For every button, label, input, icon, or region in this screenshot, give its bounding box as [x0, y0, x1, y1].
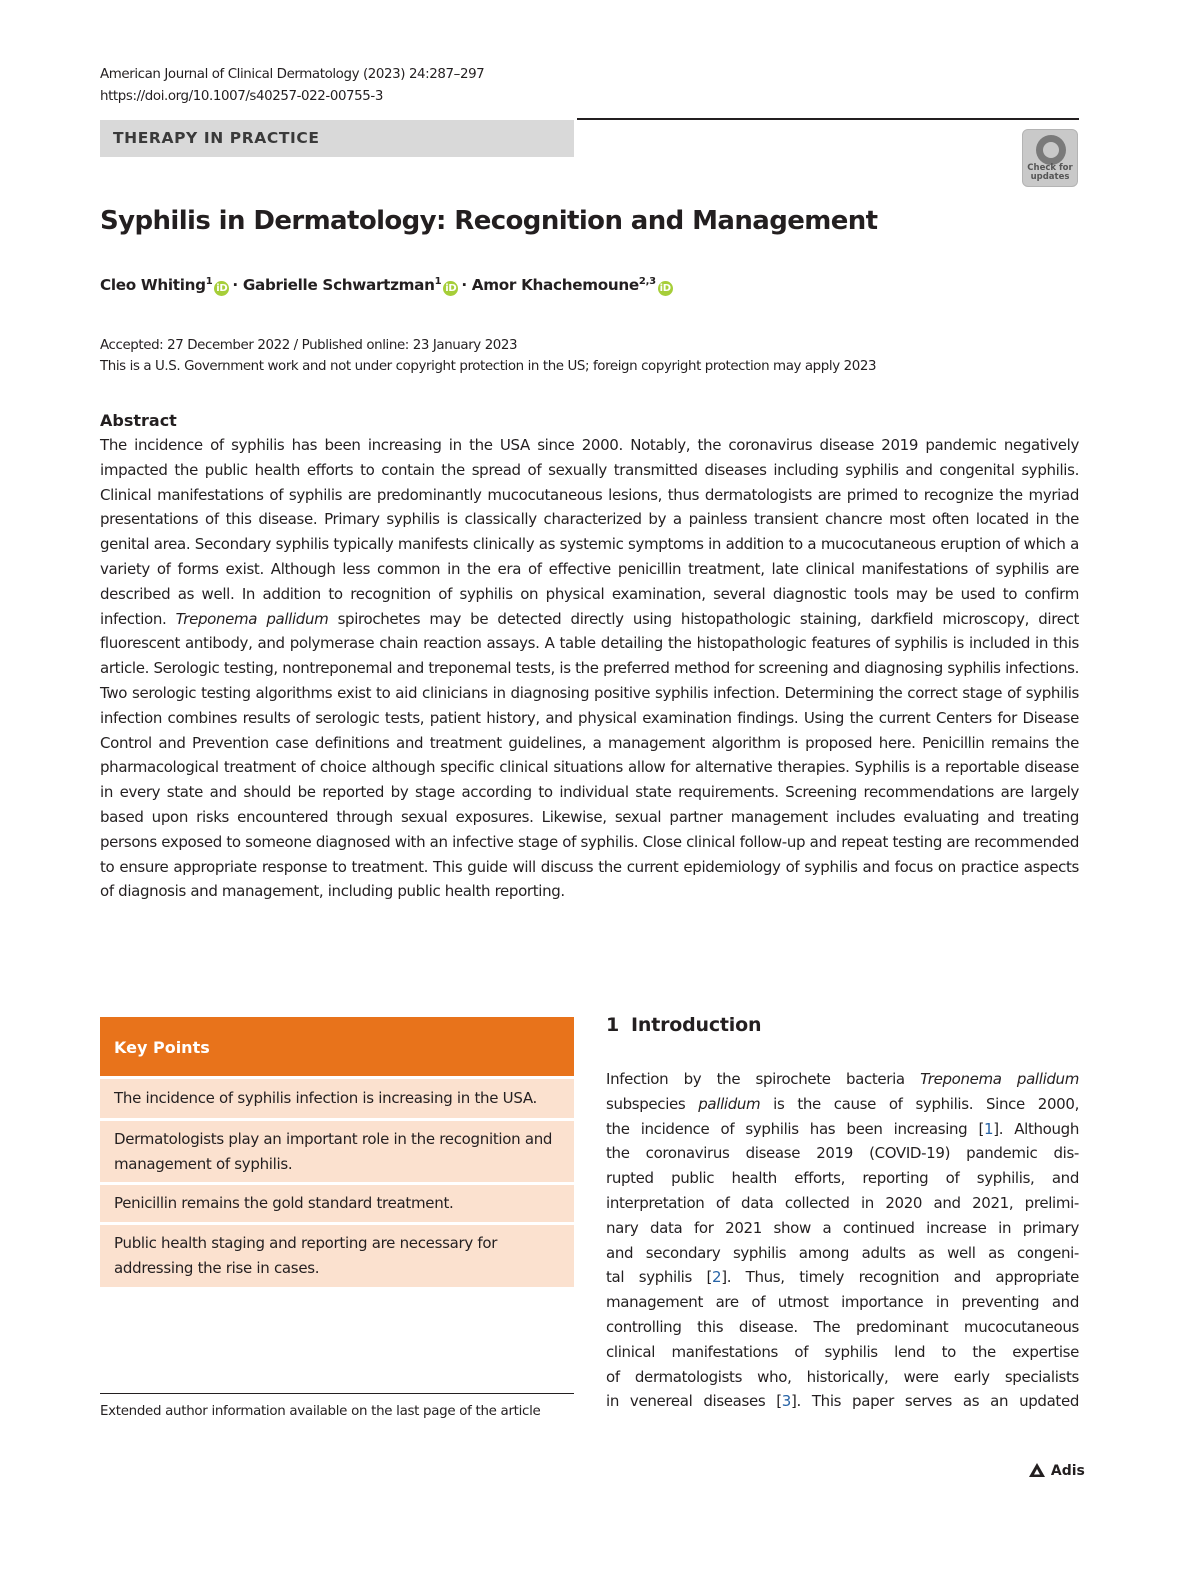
key-point-item: Public health staging and reporting are necessary for addressing the rise in cases.	[100, 1225, 574, 1287]
intro-text-run: ]. This paper serves as an updated	[790, 1392, 1079, 1411]
author-separator: ·	[232, 276, 243, 294]
section-banner	[100, 120, 574, 157]
intro-text-run: controlling this disease. The predominant mucocutaneous	[606, 1317, 1079, 1336]
author-list	[100, 276, 676, 296]
introduction-text	[606, 1067, 1079, 1414]
author-info-footnote: Extended author information available on the last page of the article	[100, 1404, 541, 1419]
key-point-item: Penicillin remains the gold standard treatment.	[100, 1185, 574, 1222]
intro-text-run: clinical manifestations of syphilis lend to the expertise	[606, 1342, 1079, 1361]
introduction-heading	[606, 1014, 761, 1036]
key-point-item: The incidence of syphilis infection is increasing in the USA.	[100, 1079, 574, 1118]
abstract-text	[100, 433, 1079, 904]
intro-text-run: the incidence of syphilis has been increasing [	[606, 1119, 984, 1138]
intro-line	[606, 1389, 1079, 1414]
intro-text-run: Infection by the spirochete bacteria	[606, 1070, 921, 1088]
intro-line	[606, 1092, 1079, 1117]
intro-text-run: nary data for 2021 show a continued increase in primary	[606, 1218, 1079, 1237]
orcid-icon[interactable]: iD	[445, 283, 457, 294]
intro-text-run: is the cause of syphilis. Since 2000,	[760, 1094, 1079, 1113]
intro-line	[606, 1067, 1079, 1092]
section-number: 1	[606, 1014, 620, 1036]
intro-line	[606, 1265, 1079, 1290]
intro-text-run: ]. Thus, timely recognition and appropriate	[721, 1268, 1079, 1287]
header-rule	[577, 118, 1079, 120]
copyright-line: This is a U.S. Government work and not under copyright protection in the US; foreign copyright protection may apply 2023	[100, 359, 877, 374]
abstract-text-part1: The incidence of syphilis has been increasing in the USA since 2000. Notably, the coronavirus disease 2019 pandemic negatively impacted the public health efforts to contain the spread of sexually transmitted diseases including syphilis and congenital syphilis. Clinical manifestations of syphilis are predominantly mucocutaneous lesions, thus dermatologists are primed to recognize the myriad presentations of this disease. Primary syphilis is classically characterized by a painless transient chancre most often located in the genital area. Secondary syphilis typically manifests clinically as systemic symptoms in addition to a mucocutaneous eruption of which a variety of forms exist. Although less common in the era of effective penicillin treatment, late clinical manifestations of syphilis are described as well. In addition to recognition of syphilis on physical examination, several diagnostic tools may be used to confirm infection.	[100, 436, 1079, 628]
key-points-box	[100, 1017, 574, 1287]
key-points-heading: Key Points	[100, 1017, 574, 1076]
abstract-italic-term: Treponema pallidum	[175, 609, 329, 628]
author-affiliation: 2,3	[638, 276, 656, 287]
abstract-heading: Abstract	[100, 411, 177, 430]
intro-text-run: tal syphilis [	[606, 1268, 713, 1287]
author-name[interactable]: Cleo Whiting	[100, 276, 206, 294]
intro-line	[606, 1117, 1079, 1142]
doi-link[interactable]: https://doi.org/10.1007/s40257-022-00755-3	[100, 89, 383, 104]
author-affiliation: 1	[205, 276, 213, 287]
adis-triangle-icon	[1028, 1462, 1046, 1478]
check-for-updates-label: Check for updates	[1027, 163, 1073, 182]
orcid-icon[interactable]: iD	[659, 283, 671, 294]
abstract-text-part2: spirochetes may be detected directly using histopathologic staining, darkfield microscopy, direct fluorescent antibody, and polymerase chain reaction assays. A table detailing the histopathologic features of syphilis is included in this article. Serologic testing, nontreponemal and treponemal tests, is the preferred method for screening and diagnosing syphilis infections. Two serologic testing algorithms exist to aid clinicians in diagnosing positive syphilis infection. Determining the correct stage of syphilis infection combines results of serologic tests, patient history, and physical examination findings. Using the current Centers for Disease Control and Prevention case definitions and treatment guidelines, a management algorithm is proposed here. Penicillin remains the pharmacological treatment of choice although specific clinical situations allow for alternative therapies. Syphilis is a reportable disease in every state and should be reported by stage according to individual state requirements. Screening recommendations are largely based upon risks encountered through sexual exposures. Likewise, sexual partner management includes evaluating and treating persons exposed to someone diagnosed with an infective stage of syphilis. Close clinical follow-up and repeat testing are recommended to ensure appropriate response to treatment. This guide will discuss the current epidemiology of syphilis and focus on practice aspects of diagnosis and management, including public health reporting.	[100, 609, 1079, 901]
section-banner-label: THERAPY IN PRACTICE	[113, 129, 320, 147]
intro-italic-term: Treponema pallidum	[920, 1070, 1079, 1088]
publication-dates	[100, 335, 876, 377]
intro-line	[606, 1241, 1079, 1266]
intro-text-run: ]. Although	[993, 1119, 1079, 1138]
author-affiliation: 1	[434, 276, 442, 287]
intro-line	[606, 1191, 1079, 1216]
orcid-icon[interactable]: iD	[216, 283, 228, 294]
citation-link[interactable]: 1	[984, 1119, 994, 1138]
intro-text-run: the coronavirus disease 2019 (COVID-19) pandemic dis-	[606, 1144, 1079, 1163]
intro-text-run: management are of utmost importance in preventing and	[606, 1293, 1079, 1312]
intro-italic-term: pallidum	[698, 1094, 761, 1113]
accepted-published-line: Accepted: 27 December 2022 / Published online: 23 January 2023	[100, 338, 518, 353]
intro-text-run: interpretation of data collected in 2020 and 2021, prelimi-	[606, 1193, 1079, 1212]
section-title: Introduction	[631, 1014, 762, 1036]
publisher-logo	[1028, 1462, 1085, 1479]
intro-line	[606, 1141, 1079, 1166]
publisher-logo-text: Adis	[1050, 1463, 1085, 1479]
author-name[interactable]: Amor Khachemoune	[471, 276, 639, 294]
intro-line	[606, 1166, 1079, 1191]
citation-link[interactable]: 2	[712, 1268, 722, 1287]
intro-line	[606, 1216, 1079, 1241]
intro-line	[606, 1365, 1079, 1390]
journal-info	[100, 64, 484, 108]
key-point-item: Dermatologists play an important role in the recognition and management of syphilis.	[100, 1121, 574, 1183]
footnote-divider	[100, 1393, 574, 1394]
check-for-updates-icon[interactable]	[1022, 129, 1078, 187]
intro-line	[606, 1340, 1079, 1365]
intro-line	[606, 1315, 1079, 1340]
intro-text-run: subspecies	[606, 1094, 699, 1113]
intro-text-run: of dermatologists who, historically, were early specialists	[606, 1367, 1079, 1386]
intro-line	[606, 1290, 1079, 1315]
author-separator: ·	[461, 276, 472, 294]
intro-text-run: rupted public health efforts, reporting of syphilis, and	[606, 1169, 1079, 1188]
intro-text-run: in venereal diseases [	[606, 1392, 782, 1411]
author-name[interactable]: Gabrielle Schwartzman	[242, 276, 435, 294]
journal-citation: American Journal of Clinical Dermatology (2023) 24:287–297	[100, 67, 485, 82]
citation-link[interactable]: 3	[781, 1392, 791, 1411]
intro-text-run: and secondary syphilis among adults as well as congeni-	[606, 1243, 1079, 1262]
article-title: Syphilis in Dermatology: Recognition and Management	[100, 206, 878, 236]
